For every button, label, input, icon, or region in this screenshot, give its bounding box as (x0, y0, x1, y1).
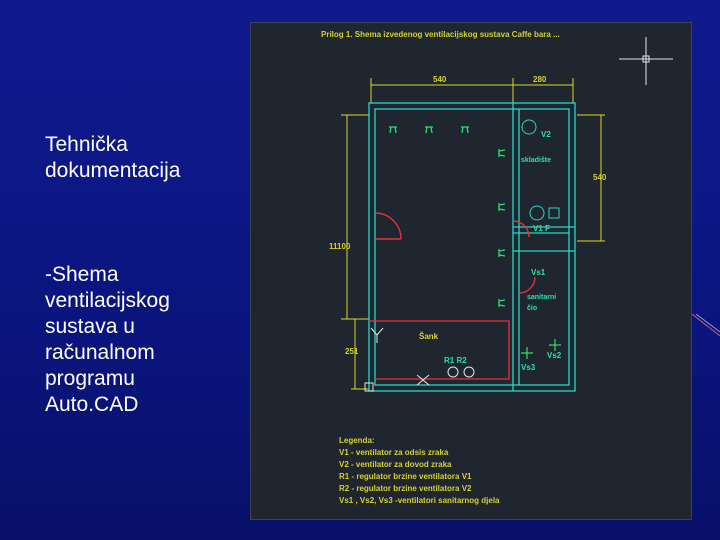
label-sanitarni-1: sanitarni (527, 294, 557, 301)
desc-line-3: sustava u (45, 315, 135, 338)
cross-mark-icon (417, 375, 429, 385)
label-skladiste: skladište (521, 157, 551, 164)
desc-line-2: ventilacijskog (45, 289, 170, 312)
drawing-header: Prilog 1. Shema izvedenog ventilacijskog sustava Caffe bara ... (321, 30, 560, 39)
label-vs3: Vs3 (521, 363, 536, 372)
dim-label-top-right: 280 (533, 75, 547, 84)
label-vs1: Vs1 (531, 268, 546, 277)
slide-title-line-1: Tehnička (45, 133, 128, 156)
legend-line-3: V2 - ventilator za dovod zraka (339, 460, 452, 469)
ceiling-lights (389, 127, 505, 307)
slide-description (45, 262, 245, 418)
sanitary-fan-vs2-icon (549, 339, 561, 351)
desc-line-6: Auto.CAD (45, 393, 139, 416)
building-walls (369, 103, 575, 391)
regulator-r1-r2-icons (448, 367, 474, 377)
fan-v2-icon (522, 120, 536, 134)
doors (375, 213, 535, 293)
dim-label-left-total: 11100 (329, 242, 351, 251)
dim-label-left-small: 251 (345, 347, 359, 356)
label-v2: V2 (541, 130, 551, 139)
desc-line-5: programu (45, 367, 135, 390)
autocad-drawing-panel (250, 22, 692, 520)
desc-line-4: računalnom (45, 341, 155, 364)
label-sank: Šank (419, 332, 439, 341)
legend-line-6: Vs1 , Vs2, Vs3 -ventilatori sanitarnog djela (339, 496, 500, 505)
dim-label-top-left: 540 (433, 75, 447, 84)
dim-label-right-side: 540 (593, 173, 607, 182)
label-sanitarni-2: čio (527, 305, 538, 312)
fan-v1-icon (530, 206, 559, 220)
floor-plan-drawing (251, 23, 691, 519)
legend-line-1: Legenda: (339, 436, 375, 445)
legend-line-5: R2 - regulator brzine ventilatora V2 (339, 484, 472, 493)
legend-line-4: R1 - regulator brzine ventilatora V1 (339, 472, 472, 481)
label-vs2: Vs2 (547, 351, 562, 360)
label-v1-f: V1 F (533, 224, 550, 233)
legend-line-2: V1 - ventilator za odsis zraka (339, 448, 449, 457)
bar-counter (369, 321, 509, 379)
sanitary-fan-vs3-icon (521, 347, 533, 359)
desc-line-1: -Shema (45, 263, 119, 286)
label-r1-r2: R1 R2 (444, 356, 467, 365)
slide-title (45, 132, 245, 184)
slide-title-line-2: dokumentacija (45, 159, 181, 182)
ucs-icon (365, 328, 383, 391)
crosshair-cursor-icon (619, 37, 673, 85)
decorative-slide-lines (690, 300, 720, 340)
drawing-legend (339, 436, 500, 505)
